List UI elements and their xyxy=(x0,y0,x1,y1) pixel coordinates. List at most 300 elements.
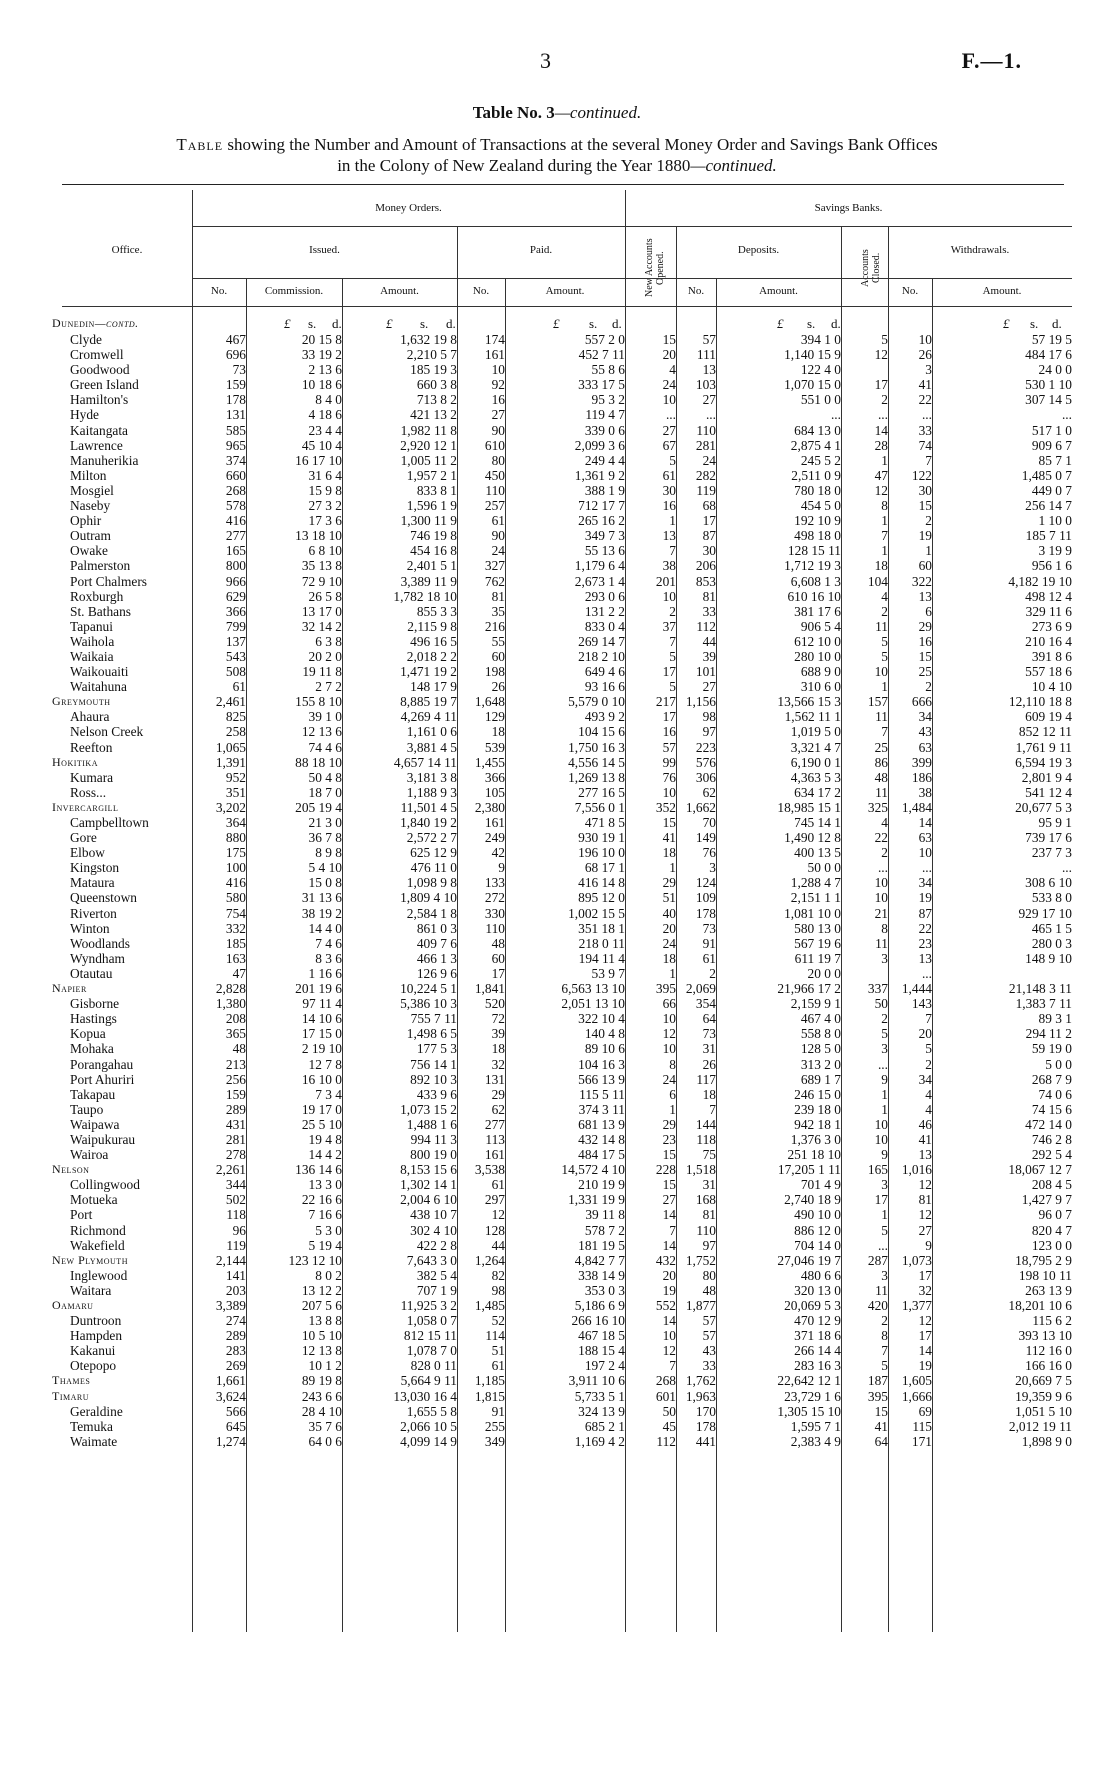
deposits-no-cell: 168 xyxy=(695,1192,716,1208)
issued-no-cell: 585 xyxy=(225,422,246,438)
table-row xyxy=(52,921,1072,936)
withdrawals-no-cell: ... xyxy=(921,965,932,981)
office-cell: Invercargill xyxy=(52,799,119,814)
issued-amount-cell: 148 17 9 xyxy=(410,679,457,695)
deposits-no-cell: 62 xyxy=(702,784,716,800)
issued-amount-cell: 2,572 2 7 xyxy=(406,830,457,846)
table-row xyxy=(52,1162,1072,1177)
office-cell: Campbelltown xyxy=(70,815,149,830)
new-accounts-cell: 1 xyxy=(669,965,676,981)
paid-no-cell: 255 xyxy=(484,1418,505,1434)
issued-no-cell: 799 xyxy=(225,618,246,634)
accounts-closed-cell: 1 xyxy=(881,452,888,468)
deposits-no-cell: 44 xyxy=(702,633,716,649)
withdrawals-amount-cell: ... xyxy=(1061,407,1072,423)
office-cell: Geraldine xyxy=(70,1403,123,1419)
office-cell: Palmerston xyxy=(70,558,131,574)
commission-cell: 35 7 6 xyxy=(308,1418,342,1434)
table-row xyxy=(52,951,1072,966)
paid-amount-cell: 7,556 0 1 xyxy=(574,799,625,815)
paid-amount-cell: 471 8 5 xyxy=(584,815,625,830)
withdrawals-no-cell: 7 xyxy=(925,1011,932,1027)
issued-no-cell: 1,391 xyxy=(215,754,246,770)
transactions-table xyxy=(52,332,1072,1449)
new-accounts-cell: 10 xyxy=(662,392,676,408)
office-cell: Elbow xyxy=(70,845,105,861)
withdrawals-amount-cell: 449 0 7 xyxy=(1031,482,1072,498)
paid-no-cell: 61 xyxy=(491,1358,505,1374)
office-cell: Motueka xyxy=(70,1192,118,1208)
withdrawals-amount-cell: 273 6 9 xyxy=(1031,618,1072,634)
table-row xyxy=(52,468,1072,483)
deposits-amount-cell: 780 18 0 xyxy=(794,482,841,498)
accounts-closed-cell: 10 xyxy=(874,1116,888,1132)
withdrawals-no-cell: 1,444 xyxy=(901,981,932,997)
table-row xyxy=(52,483,1072,498)
deposits-amount-cell: 490 10 0 xyxy=(794,1207,841,1223)
commission-cell: 5 4 10 xyxy=(308,860,342,876)
issued-no-cell: 159 xyxy=(225,377,246,393)
paid-amount-cell: 269 14 7 xyxy=(578,633,625,649)
withdrawals-amount-cell: 115 6 2 xyxy=(1032,1313,1072,1329)
commission-cell: 33 19 2 xyxy=(301,347,342,363)
paid-no-cell: 1,455 xyxy=(474,754,505,770)
paid-no-cell: 366 xyxy=(484,769,505,785)
new-accounts-cell: 20 xyxy=(662,920,676,936)
new-accounts-cell: 552 xyxy=(655,1298,676,1313)
withdrawals-no-cell: 15 xyxy=(918,648,932,664)
new-accounts-cell: 217 xyxy=(655,694,676,710)
new-accounts-cell: 29 xyxy=(662,875,676,891)
withdrawals-no-cell: 12 xyxy=(918,1313,932,1329)
office-cell: Hokitika xyxy=(52,754,98,769)
commission-cell: 14 10 6 xyxy=(301,1011,342,1027)
paid-amount-cell: 1,269 13 8 xyxy=(568,769,625,785)
accounts-closed-cell: 9 xyxy=(881,1147,888,1163)
table-row xyxy=(52,453,1072,468)
paid-amount-cell: 432 14 8 xyxy=(578,1131,625,1147)
deposits-no-header: No. xyxy=(687,285,705,297)
accounts-closed-cell: 337 xyxy=(867,981,888,997)
new-accounts-cell: 29 xyxy=(662,1116,676,1132)
office-cell: St. Bathans xyxy=(70,603,132,619)
withdrawals-amount-cell: 20,677 5 3 xyxy=(1015,799,1072,815)
deposits-no-cell: 13 xyxy=(702,362,716,378)
issued-no-cell: 332 xyxy=(225,920,246,936)
deposits-pound-unit: £ xyxy=(777,316,784,331)
paid-amount-cell: 4,842 7 7 xyxy=(574,1252,625,1268)
accounts-closed-cell: 4 xyxy=(881,815,888,830)
issued-no-cell: 2,144 xyxy=(215,1252,246,1268)
paid-no-cell: 216 xyxy=(484,618,505,634)
issued-no-cell: 203 xyxy=(225,1282,246,1298)
office-cell: Ahaura xyxy=(70,709,110,725)
deposits-amount-cell: 13,566 15 3 xyxy=(777,694,841,710)
issued-amount-cell: 433 9 6 xyxy=(416,1086,457,1102)
withdrawals-no-cell: 41 xyxy=(918,1131,932,1147)
new-accounts-cell: 40 xyxy=(662,905,676,921)
paid-amount-cell: 266 16 10 xyxy=(571,1313,625,1329)
deposits-amount-cell: 23,729 1 6 xyxy=(784,1388,841,1404)
withdrawals-no-cell: 87 xyxy=(918,905,932,921)
withdrawals-amount-cell: 112 16 0 xyxy=(1025,1343,1072,1359)
table-row xyxy=(52,845,1072,860)
issued-no-cell: 73 xyxy=(232,362,246,378)
office-cell: Lawrence xyxy=(70,437,123,453)
paid-no-cell: 61 xyxy=(491,513,505,529)
paid-no-cell: 297 xyxy=(484,1192,505,1208)
withdrawals-no-cell: 22 xyxy=(918,392,932,408)
paid-amount-cell: 349 7 3 xyxy=(584,528,625,544)
issued-amount-cell: 2,066 10 5 xyxy=(400,1418,457,1434)
commission-cell: 10 18 6 xyxy=(301,377,342,393)
deposits-amount-cell: 280 10 0 xyxy=(794,648,841,664)
paid-no-cell: 17 xyxy=(491,965,505,981)
paid-no-cell: 161 xyxy=(484,347,505,363)
commission-cell: 6 3 8 xyxy=(315,633,342,649)
withdrawals-amount-cell: 4,182 19 10 xyxy=(1008,573,1072,589)
withdrawals-no-header: No. xyxy=(901,285,919,297)
deposits-amount-cell: 1,376 3 0 xyxy=(790,1131,841,1147)
accounts-closed-cell: 12 xyxy=(874,347,888,363)
paid-amount-cell: 2,099 3 6 xyxy=(574,437,625,453)
money-orders-header: Money Orders. xyxy=(375,202,442,214)
withdrawals-amount-cell: 85 7 1 xyxy=(1038,452,1072,468)
issued-amount-cell: 409 7 6 xyxy=(416,935,457,951)
issued-no-cell: 96 xyxy=(232,1222,246,1238)
issued-amount-cell: 126 9 6 xyxy=(416,965,457,981)
accounts-closed-cell: 7 xyxy=(881,724,888,740)
issued-no-cell: 61 xyxy=(232,679,246,695)
deposits-amount-cell: 18,985 15 1 xyxy=(777,799,841,815)
table-row xyxy=(52,875,1072,890)
office-cell: Hamilton's xyxy=(70,392,129,408)
office-cell: Mohaka xyxy=(70,1041,114,1057)
accounts-closed-cell: 5 xyxy=(881,332,888,347)
paid-amount-cell: 930 19 1 xyxy=(578,830,625,846)
commission-cell: 74 4 6 xyxy=(308,739,342,755)
commission-cell: 89 19 8 xyxy=(301,1373,342,1389)
paid-no-cell: 249 xyxy=(484,830,505,846)
title-caps: Table xyxy=(176,135,224,154)
new-accounts-cell: 201 xyxy=(655,573,676,589)
new-accounts-cell: 15 xyxy=(662,332,676,347)
deposits-amount-cell: 688 9 0 xyxy=(800,664,841,680)
deposits-no-cell: 144 xyxy=(695,1116,716,1132)
office-cell: Hampden xyxy=(70,1328,123,1344)
office-cell: Waikaia xyxy=(70,648,114,664)
table-row xyxy=(52,332,1072,347)
withdrawals-amount-cell: 1 10 0 xyxy=(1038,513,1072,529)
withdrawals-no-cell: 2 xyxy=(925,1056,932,1072)
office-cell: Gisborne xyxy=(70,996,120,1012)
commission-cell: 97 11 4 xyxy=(302,996,342,1012)
new-accounts-cell: 18 xyxy=(662,950,676,966)
deposits-no-cell: 1,762 xyxy=(685,1373,716,1389)
withdrawals-no-cell: 322 xyxy=(911,573,932,589)
withdrawals-amount-cell: 533 8 0 xyxy=(1031,890,1072,906)
paid-no-cell: 113 xyxy=(485,1131,505,1147)
accounts-closed-cell: 187 xyxy=(867,1373,888,1389)
withdrawals-amount-cell: 909 6 7 xyxy=(1031,437,1072,453)
issued-amount-cell: 1,058 0 7 xyxy=(406,1313,457,1329)
withdrawals-no-cell: 15 xyxy=(918,498,932,514)
deposits-header: Deposits. xyxy=(737,244,780,256)
table-row xyxy=(52,347,1072,362)
withdrawals-s-unit: s. xyxy=(1030,316,1039,331)
paid-no-cell: 1,841 xyxy=(474,981,505,997)
deposits-no-cell: 3 xyxy=(709,860,716,876)
paid-amount-cell: 1,361 9 2 xyxy=(574,467,625,483)
issued-no-cell: 3,389 xyxy=(215,1298,246,1313)
deposits-no-cell: 103 xyxy=(695,377,716,393)
withdrawals-amount-cell: 20,669 7 5 xyxy=(1015,1373,1072,1389)
new-accounts-cell: 17 xyxy=(662,664,676,680)
paid-no-cell: 131 xyxy=(484,1071,505,1087)
paid-amount-cell: 1,331 19 9 xyxy=(568,1192,625,1208)
issued-no-cell: 165 xyxy=(225,543,246,559)
deposits-no-cell: 110 xyxy=(696,1222,716,1238)
paid-amount-cell: 557 2 0 xyxy=(584,332,625,347)
paid-amount-header: Amount. xyxy=(545,285,585,297)
withdrawals-no-cell: 1,073 xyxy=(901,1252,932,1268)
deposits-amount-cell: 2,740 18 9 xyxy=(784,1192,841,1208)
accounts-closed-cell: 22 xyxy=(874,830,888,846)
deposits-no-cell: 73 xyxy=(702,1026,716,1042)
issued-no-cell: 278 xyxy=(225,1147,246,1163)
accounts-closed-cell: 2 xyxy=(881,392,888,408)
issued-no-cell: 1,274 xyxy=(215,1433,246,1449)
office-cell: Waipukurau xyxy=(70,1131,136,1147)
issued-amount-cell: 1,471 19 2 xyxy=(400,664,457,680)
withdrawals-no-cell: 7 xyxy=(925,452,932,468)
office-cell: Clyde xyxy=(70,332,102,347)
issued-amount-cell: 1,488 1 6 xyxy=(406,1116,457,1132)
commission-cell: 243 6 6 xyxy=(301,1388,342,1404)
withdrawals-no-cell: 22 xyxy=(918,920,932,936)
deposits-amount-cell: 1,712 19 3 xyxy=(784,558,841,574)
deposits-no-cell: 91 xyxy=(702,935,716,951)
deposits-amount-cell: 684 13 0 xyxy=(794,422,841,438)
withdrawals-amount-cell: 95 9 1 xyxy=(1038,815,1072,830)
deposits-amount-cell: 128 5 0 xyxy=(800,1041,841,1057)
withdrawals-no-cell: 20 xyxy=(918,1026,932,1042)
deposits-no-cell: 178 xyxy=(695,905,716,921)
withdrawals-amount-cell: 74 15 6 xyxy=(1031,1101,1072,1117)
withdrawals-amount-cell: 1,427 9 7 xyxy=(1021,1192,1072,1208)
accounts-closed-cell: 1 xyxy=(881,1101,888,1117)
paid-amount-cell: 333 17 5 xyxy=(578,377,625,393)
commission-cell: 50 4 8 xyxy=(308,769,342,785)
issued-no-cell: 965 xyxy=(225,437,246,453)
accounts-closed-cell: 7 xyxy=(881,1343,888,1359)
paid-no-cell: 520 xyxy=(484,996,505,1012)
commission-cell: 5 3 0 xyxy=(315,1222,342,1238)
issued-no-cell: 578 xyxy=(225,498,246,514)
issued-no-cell: 1,661 xyxy=(215,1373,246,1389)
deposits-amount-cell: ... xyxy=(830,407,841,423)
accounts-closed-cell: 64 xyxy=(874,1433,888,1449)
deposits-amount-cell: 2,151 1 1 xyxy=(790,890,841,906)
paid-amount-cell: 351 18 1 xyxy=(578,920,625,936)
withdrawals-no-cell: 399 xyxy=(911,754,932,770)
deposits-no-cell: 281 xyxy=(695,437,716,453)
office-cell: Owake xyxy=(70,543,108,559)
deposits-amount-cell: 701 4 9 xyxy=(800,1177,841,1193)
table-row xyxy=(52,679,1072,694)
commission-cell: 13 18 10 xyxy=(295,528,342,544)
withdrawals-amount-cell: 2,801 9 4 xyxy=(1021,769,1072,785)
deposits-amount-cell: 1,595 7 1 xyxy=(790,1418,841,1434)
issued-amount-cell: 4,099 14 9 xyxy=(400,1433,457,1449)
deposits-no-cell: 109 xyxy=(695,890,716,906)
new-accounts-cell: 41 xyxy=(662,830,676,846)
withdrawals-amount-cell: 59 19 0 xyxy=(1031,1041,1072,1057)
accounts-closed-cell: 86 xyxy=(874,754,888,770)
office-cell: Mosgiel xyxy=(70,482,114,498)
accounts-closed-cell: 1 xyxy=(881,1086,888,1102)
paid-amount-cell: 374 3 11 xyxy=(578,1101,625,1117)
withdrawals-amount-cell: 746 2 8 xyxy=(1031,1131,1072,1147)
paid-amount-cell: 194 11 4 xyxy=(578,950,625,966)
deposits-amount-cell: 50 0 0 xyxy=(807,860,841,876)
commission-cell: 35 13 8 xyxy=(301,558,342,574)
table-row xyxy=(52,392,1072,407)
accounts-closed-cell: 11 xyxy=(875,784,888,800)
commission-cell: 36 7 8 xyxy=(308,830,342,846)
new-accounts-cell: 2 xyxy=(669,603,676,619)
withdrawals-no-cell: 34 xyxy=(918,875,932,891)
paid-amount-cell: 140 4 8 xyxy=(584,1026,625,1042)
accounts-closed-cell: 3 xyxy=(881,1267,888,1283)
office-cell: Waitahuna xyxy=(70,679,127,695)
withdrawals-amount-cell: 465 1 5 xyxy=(1031,920,1072,936)
commission-cell: 155 8 10 xyxy=(295,694,342,710)
withdrawals-no-cell: 74 xyxy=(918,437,932,453)
paid-amount-cell: 681 13 9 xyxy=(578,1116,625,1132)
withdrawals-no-cell: 19 xyxy=(918,890,932,906)
deposits-amount-cell: 283 16 3 xyxy=(794,1358,841,1374)
withdrawals-no-cell: 19 xyxy=(918,528,932,544)
accounts-closed-cell: 1 xyxy=(881,679,888,695)
withdrawals-amount-cell: 1,761 9 11 xyxy=(1015,739,1072,755)
office-cell: Nelson xyxy=(52,1162,90,1177)
withdrawals-no-cell: 27 xyxy=(918,1222,932,1238)
paid-no-cell: 110 xyxy=(485,482,505,498)
issued-amount-cell: 756 14 1 xyxy=(410,1056,457,1072)
office-cell: Port Chalmers xyxy=(70,573,147,589)
accounts-closed-cell: 11 xyxy=(875,1282,888,1298)
deposits-no-cell: 68 xyxy=(702,498,716,514)
issued-no-cell: 131 xyxy=(225,407,246,423)
subheader-rule-2 xyxy=(192,278,1072,279)
paid-no-cell: 161 xyxy=(484,815,505,830)
issued-amount-cell: 5,664 9 11 xyxy=(400,1373,457,1389)
table-row xyxy=(52,1192,1072,1207)
office-cell: Waihola xyxy=(70,633,115,649)
accounts-closed-cell: 104 xyxy=(867,573,888,589)
deposits-amount-cell: 381 17 6 xyxy=(794,603,841,619)
commission-cell: 19 4 8 xyxy=(308,1131,342,1147)
withdrawals-amount-cell: 18,201 10 6 xyxy=(1008,1298,1072,1313)
deposits-amount-cell: 470 12 9 xyxy=(794,1313,841,1329)
withdrawals-no-cell: 13 xyxy=(918,588,932,604)
deposits-no-cell: 64 xyxy=(702,1011,716,1027)
commission-cell: 5 19 4 xyxy=(308,1237,342,1253)
paid-no-cell: 18 xyxy=(491,724,505,740)
paid-amount-cell: 338 14 9 xyxy=(578,1267,625,1283)
withdrawals-no-cell: 4 xyxy=(925,1101,932,1117)
commission-cell: 39 1 0 xyxy=(308,709,342,725)
new-accounts-cell: 16 xyxy=(662,724,676,740)
withdrawals-no-cell: 43 xyxy=(918,724,932,740)
office-cell: Waimate xyxy=(70,1433,118,1449)
deposits-amount-cell: 612 10 0 xyxy=(794,633,841,649)
new-accounts-cell: 7 xyxy=(669,1222,676,1238)
new-accounts-cell: 10 xyxy=(662,784,676,800)
deposits-no-cell: 119 xyxy=(696,482,716,498)
paid-no-cell: 349 xyxy=(484,1433,505,1449)
table-row xyxy=(52,1177,1072,1192)
withdrawals-amount-cell: 12,110 18 8 xyxy=(1008,694,1072,710)
paid-amount-cell: 685 2 1 xyxy=(584,1418,625,1434)
new-accounts-cell: 20 xyxy=(662,1267,676,1283)
paid-no-cell: 198 xyxy=(484,664,505,680)
table-row xyxy=(52,1223,1072,1238)
withdrawals-no-cell: 16 xyxy=(918,633,932,649)
issued-amount-cell: 8,885 19 7 xyxy=(400,694,457,710)
withdrawals-amount-cell: 3 19 9 xyxy=(1038,543,1072,559)
table-row xyxy=(52,906,1072,921)
issued-amount-cell: 2,401 5 1 xyxy=(406,558,457,574)
withdrawals-no-cell: 1,666 xyxy=(901,1388,932,1404)
paid-no-cell: 16 xyxy=(491,392,505,408)
withdrawals-amount-cell: 557 18 6 xyxy=(1025,664,1072,680)
accounts-closed-cell: 5 xyxy=(881,1222,888,1238)
deposits-amount-cell: 3,321 4 7 xyxy=(790,739,841,755)
withdrawals-no-cell: 13 xyxy=(918,950,932,966)
issued-amount-cell: 2,018 2 2 xyxy=(406,648,457,664)
commission-cell: 25 5 10 xyxy=(301,1116,342,1132)
office-cell: Nelson Creek xyxy=(70,724,144,740)
title-line-2: in the Colony of New Zealand during the Year 1880 xyxy=(337,156,691,175)
deposits-amount-cell: 246 15 0 xyxy=(794,1086,841,1102)
deposits-no-cell: 24 xyxy=(702,452,716,468)
deposits-no-cell: 2 xyxy=(709,965,716,981)
paid-no-cell: 44 xyxy=(491,1237,505,1253)
deposits-amount-cell: 27,046 19 7 xyxy=(777,1252,841,1268)
withdrawals-amount-cell: 517 1 0 xyxy=(1031,422,1072,438)
new-accounts-cell: 19 xyxy=(662,1282,676,1298)
new-accounts-cell: 24 xyxy=(662,1071,676,1087)
issued-no-cell: 660 xyxy=(225,467,246,483)
table-number xyxy=(0,103,1114,123)
issued-amount-cell: 3,181 3 8 xyxy=(406,769,457,785)
paid-no-cell: 1,815 xyxy=(474,1388,505,1404)
issued-no-cell: 754 xyxy=(225,905,246,921)
issued-no-cell: 185 xyxy=(225,935,246,951)
table-title xyxy=(40,134,1074,176)
withdrawals-no-cell: 46 xyxy=(918,1116,932,1132)
deposits-amount-cell: 480 6 6 xyxy=(800,1267,841,1283)
paid-no-cell: 1,648 xyxy=(474,694,505,710)
new-accounts-cell: 10 xyxy=(662,1328,676,1344)
paid-no-cell: 257 xyxy=(484,498,505,514)
commission-cell: 88 18 10 xyxy=(295,754,342,770)
issued-amount-cell: 800 19 0 xyxy=(410,1147,457,1163)
paid-amount-cell: 833 0 4 xyxy=(584,618,625,634)
commission-cell: 13 12 2 xyxy=(301,1282,342,1298)
